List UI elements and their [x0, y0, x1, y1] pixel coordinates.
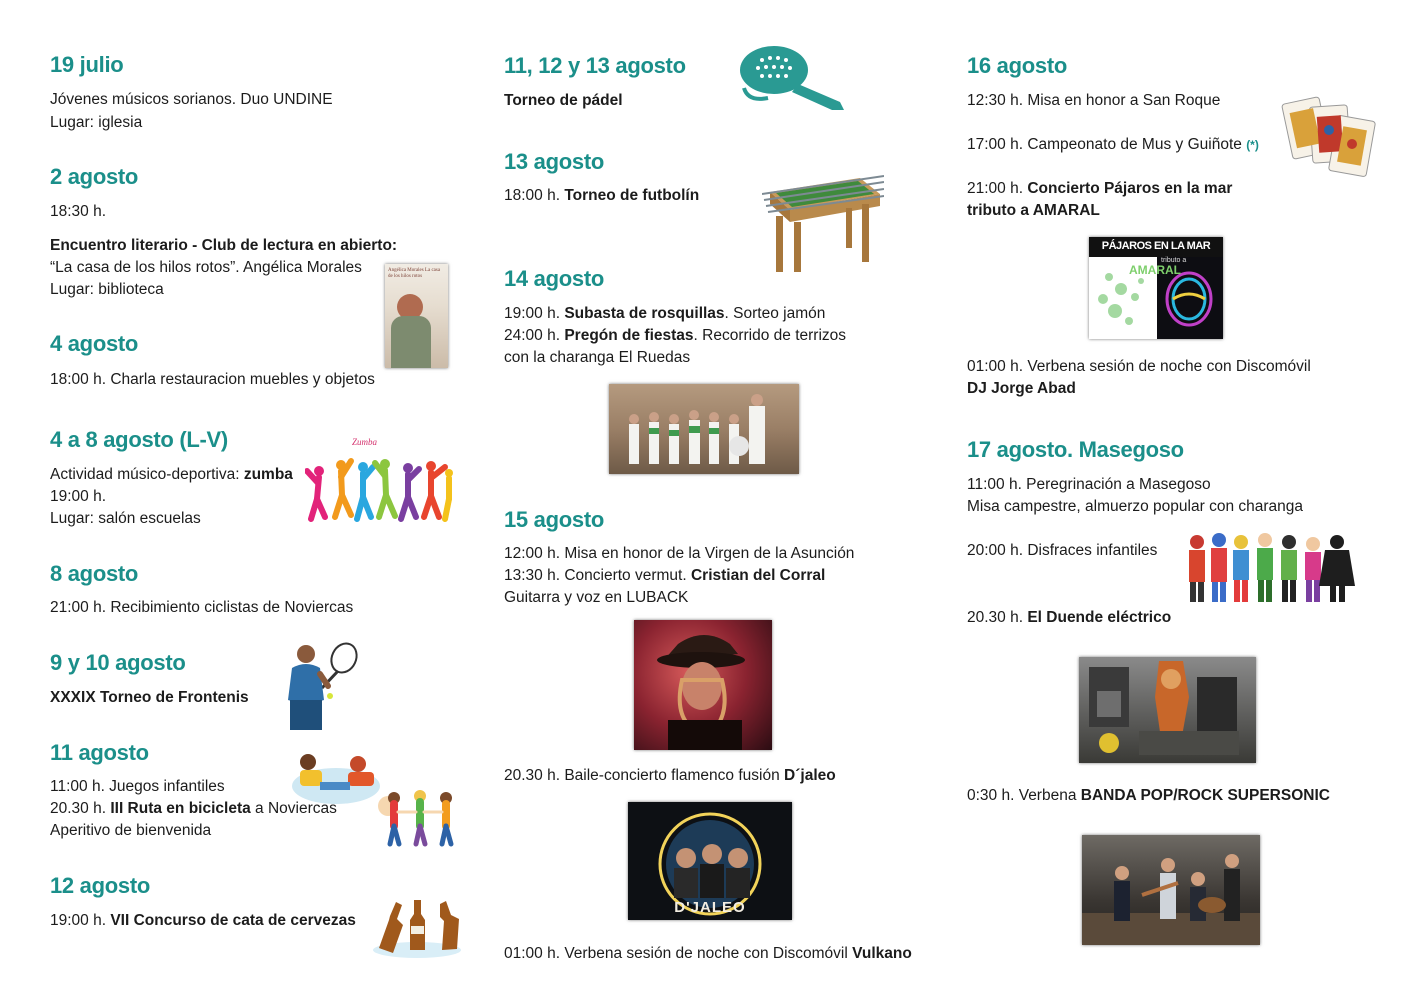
supersonic-band-photo: [1082, 835, 1260, 945]
event-date-14-agosto: 14 agosto: [504, 266, 604, 291]
padel-racket-icon: [736, 40, 852, 112]
column-left: [50, 0, 470, 1000]
event-line: Lugar: iglesia: [50, 114, 143, 131]
event-line: Lugar: salón escuelas: [50, 510, 201, 527]
spanish-cards-image: [1281, 92, 1381, 184]
event-line: 19:00 h.: [50, 488, 107, 505]
event-line: Misa campestre, almuerzo popular con charanga: [967, 498, 1304, 515]
column-middle: [504, 0, 934, 1000]
event-line: 18:00 h. Torneo de futbolín: [504, 187, 700, 204]
event-line: Actividad músico-deportiva: zumba: [50, 466, 293, 483]
event-line: 12:00 h. Misa en honor de la Virgen de la Asunción: [504, 545, 855, 562]
event-line: 01:00 h. Verbena sesión de noche con Discomóvil: [967, 358, 1311, 375]
event-line: 19:00 h. Subasta de rosquillas. Sorteo jamón: [504, 305, 826, 322]
event-date-11-13-agosto: 11, 12 y 13 agosto: [504, 53, 686, 78]
book-cover-image: Angélica Morales La casa de los hilos rotos: [385, 264, 448, 368]
event-line: 17:00 h. Campeonato de Mus y Guiñote (*): [967, 136, 1259, 153]
cristian-del-corral-photo: [634, 620, 772, 750]
event-date-11-agosto: 11 agosto: [50, 740, 149, 765]
event-line: 21:00 h. Recibimiento ciclistas de Noviercas: [50, 599, 354, 616]
event-line: “La casa de los hilos rotos”. Angélica Morales: [50, 259, 362, 276]
duende-electrico-photo: [1079, 657, 1256, 763]
event-title: Encuentro literario - Club de lectura en abierto:: [50, 237, 398, 254]
column-right: [967, 0, 1387, 1000]
event-line: 20.30 h. Baile-concierto flamenco fusión D´jaleo: [504, 767, 836, 784]
event-line: 21:00 h. Concierto Pájaros en la mar: [967, 180, 1233, 197]
event-line: Aperitivo de bienvenida: [50, 822, 212, 839]
event-line: 18:30 h.: [50, 203, 107, 220]
djaleo-poster: D'JALEO: [628, 802, 792, 920]
event-date-15-agosto: 15 agosto: [504, 507, 604, 532]
event-title: Torneo de pádel: [504, 92, 623, 109]
pajaros-en-la-mar-poster: PÁJAROS EN LA MAR tributo a AMARAL: [1089, 237, 1223, 339]
charanga-photo: [609, 384, 799, 474]
event-line: Lugar: biblioteca: [50, 281, 164, 298]
event-line: 19:00 h. VII Concurso de cata de cervezas: [50, 912, 356, 929]
event-line: 11:00 h. Juegos infantiles: [50, 778, 225, 795]
event-date-19-julio: 19 julio: [50, 52, 124, 77]
event-date-13-agosto: 13 agosto: [504, 149, 604, 174]
children-playing-image: [286, 746, 466, 854]
event-line: 12:30 h. Misa en honor a San Roque: [967, 92, 1221, 109]
event-title: XXXIX Torneo de Frontenis: [50, 689, 249, 706]
event-line: 20.30 h. El Duende eléctrico: [967, 609, 1172, 626]
event-line: 20.30 h. III Ruta en bicicleta a Noviercas: [50, 800, 337, 817]
zumba-dancers-image: Zumba: [305, 437, 455, 532]
event-line: 18:00 h. Charla restauracion muebles y objetos: [50, 371, 375, 388]
event-line: 11:00 h. Peregrinación a Masegoso: [967, 476, 1211, 493]
event-date-16-agosto: 16 agosto: [967, 53, 1067, 78]
event-line: Guitarra y voz en LUBACK: [504, 589, 689, 606]
event-date-12-agosto: 12 agosto: [50, 873, 150, 898]
event-line: 13:30 h. Concierto vermut. Cristian del Corral: [504, 567, 826, 584]
beer-bottles-image: [370, 896, 465, 958]
event-line: 01:00 h. Verbena sesión de noche con Discomóvil Vulkano: [504, 945, 912, 962]
event-line: 20:00 h. Disfraces infantiles: [967, 542, 1158, 559]
foosball-table-image: [762, 164, 884, 274]
event-line: 24:00 h. Pregón de fiestas. Recorrido de terrizos: [504, 327, 847, 344]
event-date-17-agosto: 17 agosto. Masegoso: [967, 437, 1184, 462]
event-date-4-agosto: 4 agosto: [50, 331, 139, 356]
event-line: con la charanga El Ruedas: [504, 349, 691, 366]
event-line: 0:30 h. Verbena BANDA POP/ROCK SUPERSONIC: [967, 787, 1330, 804]
event-date-2-agosto: 2 agosto: [50, 164, 139, 189]
event-date-8-agosto: 8 agosto: [50, 561, 139, 586]
event-line: Jóvenes músicos sorianos. Duo UNDINE: [50, 91, 333, 108]
event-date-9-10-agosto: 9 y 10 agosto: [50, 650, 186, 675]
frontenis-player-image: [278, 640, 360, 730]
event-title: tributo a AMARAL: [967, 202, 1100, 219]
children-costumes-image: [1185, 530, 1365, 605]
event-title: DJ Jorge Abad: [967, 380, 1076, 397]
event-date-4-8-agosto: 4 a 8 agosto (L-V): [50, 427, 228, 452]
